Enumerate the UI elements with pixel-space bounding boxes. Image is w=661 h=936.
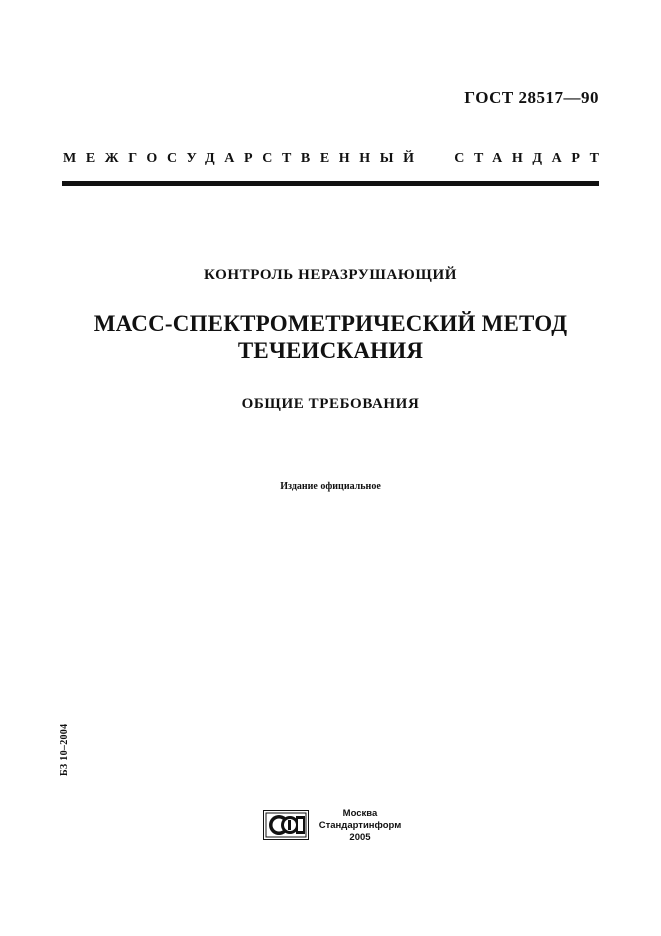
gost-number: ГОСТ 28517—90 (464, 88, 599, 107)
standartinform-logo-icon (263, 810, 309, 840)
standard-word: СТАНДАРТ (454, 151, 609, 166)
side-code: БЗ 10–2004 (59, 723, 70, 776)
title-line-2: ТЕЧЕИСКАНИЯ (237, 338, 424, 363)
document-title (0, 310, 661, 364)
interstate-standard-heading (63, 151, 609, 167)
publisher-city: Москва (342, 808, 378, 819)
publication-year: 2005 (349, 832, 371, 843)
document-subtitle: ОБЩИЕ ТРЕБОВАНИЯ (241, 396, 420, 412)
publisher-name: Стандартинформ (318, 820, 402, 831)
document-subject: КОНТРОЛЬ НЕРАЗРУШАЮЩИЙ (204, 267, 457, 283)
publisher-block (310, 808, 410, 844)
edition-note: Издание официальное (280, 481, 381, 492)
title-line-1: МАСС-СПЕКТРОМЕТРИЧЕСКИЙ МЕТОД (93, 311, 568, 336)
interstate-word: МЕЖГОСУДАРСТВЕННЫЙ (63, 151, 424, 166)
heading-rule (62, 181, 599, 186)
